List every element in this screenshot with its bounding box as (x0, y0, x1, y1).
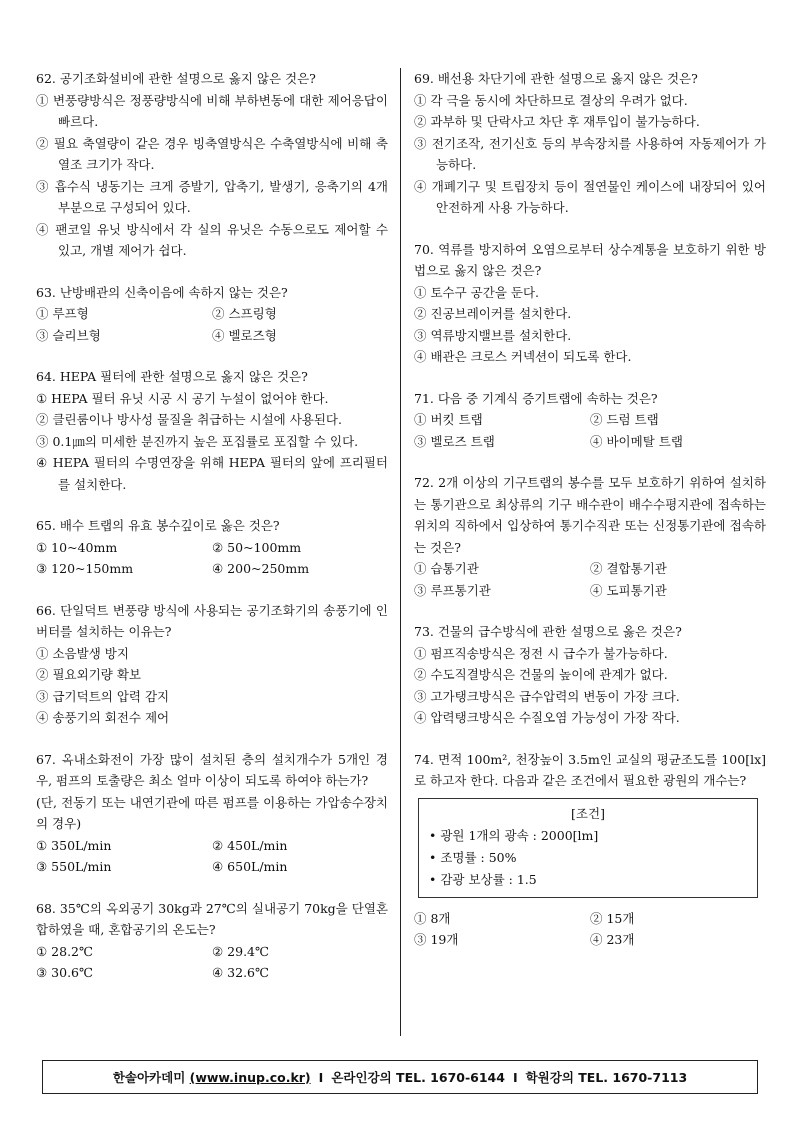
answer-option: ④ 벨로즈형 (212, 327, 277, 343)
answer-option: ① 8개 (414, 910, 451, 926)
question-65 (36, 515, 388, 580)
question-74 (414, 749, 766, 951)
answer-option: ① 변풍량방식은 정풍량방식에 비해 부하변동에 대한 제어응답이 빠르다. (36, 92, 388, 129)
answer-option: ④ 압력탱크방식은 수질오염 가능성이 가장 작다. (414, 710, 680, 725)
question-72 (414, 472, 766, 601)
answer-option: ③ 루프통기관 (414, 582, 491, 598)
answer-option: ④ 배관은 크로스 커넥션이 되도록 한다. (414, 349, 632, 364)
answer-grid (414, 908, 766, 951)
answer-option: ② 결합통기관 (590, 561, 667, 576)
answer-option: ① 350L/min (36, 837, 112, 853)
column-divider (400, 68, 401, 1036)
question-stem: 63. 난방배관의 신축이음에 속하지 않는 것은? (36, 284, 288, 300)
answer-grid (36, 537, 388, 580)
online-contact: 온라인강의 TEL. 1670-6144 (331, 1070, 505, 1085)
question-stem: 66. 단일덕트 변풍량 방식에 사용되는 공기조화기의 송풍기에 인버터를 설치하는 이유는? (36, 602, 388, 639)
answer-option: ③ 0.1㎛의 미세한 분진까지 높은 포집률로 포집할 수 있다. (36, 433, 359, 449)
question-62 (36, 68, 388, 262)
left-column (36, 68, 388, 1004)
answer-grid (414, 558, 766, 601)
answer-option: ① 28.2℃ (36, 943, 93, 959)
academy-name: 한솔아카데미 (112, 1070, 186, 1085)
answer-option: ① 습통기관 (414, 561, 479, 576)
answer-option: ④ 200~250mm (212, 561, 310, 576)
question-70 (414, 239, 766, 368)
answer-option: ③ 벨로즈 트랩 (414, 433, 495, 449)
answer-option: ② 진공브레이커를 설치한다. (414, 306, 572, 321)
condition-title: [조건] (571, 805, 605, 821)
answer-option: ③ 19개 (414, 932, 459, 947)
answer-option: ③ 고가탱크방식은 급수압력의 변동이 가장 크다. (414, 688, 680, 704)
question-68 (36, 898, 388, 984)
question-63 (36, 282, 388, 347)
answer-option: ① 소음발생 방지 (36, 645, 129, 661)
answer-option: ④ 32.6℃ (212, 965, 269, 980)
question-stem: 62. 공기조화설비에 관한 설명으로 옳지 않은 것은? (36, 71, 316, 86)
question-stem: 64. HEPA 필터에 관한 설명으로 옳지 않은 것은? (36, 369, 308, 384)
answer-option: ③ 역류방지밸브를 설치한다. (414, 327, 572, 343)
question-66 (36, 600, 388, 729)
answer-option: ② 필요외기량 확보 (36, 667, 141, 682)
answer-option: ④ 23개 (590, 932, 635, 947)
question-stem: 70. 역류를 방지하여 오염으로부터 상수계통을 보호하기 위한 방법으로 옳지 않은 것은? (414, 241, 766, 278)
answer-option: ② 드럼 트랩 (590, 412, 659, 427)
footer-banner (42, 1060, 758, 1094)
answer-option: ① 각 극을 동시에 차단하므로 결상의 우려가 없다. (414, 92, 688, 108)
question-stem: 69. 배선용 차단기에 관한 설명으로 옳지 않은 것은? (414, 71, 698, 86)
condition-box (418, 798, 758, 898)
question-67 (36, 749, 388, 878)
condition-item: • 광원 1개의 광속 : 2000[lm] (429, 827, 599, 843)
separator: I (512, 1069, 518, 1085)
answer-option: ④ HEPA 필터의 수명연장을 위해 HEPA 필터의 앞에 프리필터를 설치한다. (36, 455, 388, 492)
question-stem: 74. 면적 100m², 천장높이 3.5m인 교실의 평균조도를 100[lx]로 하고자 한다. 다음과 같은 조건에서 필요한 광원의 개수는? (414, 751, 766, 788)
question-stem: 73. 건물의 급수방식에 관한 설명으로 옳은 것은? (414, 624, 682, 639)
answer-option: ④ 팬코일 유닛 방식에서 각 실의 유닛은 수동으로도 제어할 수 있고, 개별 제어가 쉽다. (36, 221, 388, 258)
answer-option: ② 스프링형 (212, 306, 277, 321)
answer-grid (414, 409, 766, 452)
condition-item: • 조명률 : 50% (429, 849, 517, 865)
answer-option: ④ 바이메탈 트랩 (590, 433, 683, 449)
answer-option: ③ 550L/min (36, 859, 112, 874)
answer-option: ① 루프형 (36, 306, 89, 321)
answer-option: ④ 650L/min (212, 859, 288, 874)
answer-option: ① 토수구 공간을 둔다. (414, 284, 539, 300)
question-stem: 65. 배수 트랩의 유효 봉수깊이로 옳은 것은? (36, 518, 280, 533)
separator: I (318, 1069, 324, 1085)
answer-option: ③ 급기덕트의 압력 감지 (36, 688, 170, 704)
question-stem: 72. 2개 이상의 기구트랩의 봉수를 모두 보호하기 위하여 설치하는 통기관으로 최상류의 기구 배수관이 배수수평지관에 접속하는 위치의 직하에서 입상하여 통기수직관 또는 신정통기관에 접속하는 것은? (414, 475, 766, 555)
answer-option: ② 50~100mm (212, 539, 302, 555)
answer-option: ④ 송풍기의 회전수 제어 (36, 710, 170, 725)
question-stem: 67. 옥내소화전이 가장 많이 설치된 층의 설치개수가 5개인 경우, 펌프의 토출량은 최소 얼마 이상이 되도록 하여야 하는가? (36, 751, 388, 788)
question-69 (414, 68, 766, 219)
answer-option: ③ 슬리브형 (36, 327, 101, 343)
condition-item: • 감광 보상률 : 1.5 (429, 871, 537, 887)
answer-option: ③ 30.6℃ (36, 965, 93, 980)
answer-option: ② 과부하 및 단락사고 차단 후 재투입이 불가능하다. (414, 114, 700, 129)
answer-option: ④ 개폐기구 및 트립장치 등이 절연물인 케이스에 내장되어 있어 안전하게 사용 가능하다. (414, 178, 766, 215)
answer-option: ① 버킷 트랩 (414, 412, 483, 427)
answer-grid (36, 835, 388, 878)
answer-option: ② 450L/min (212, 837, 288, 853)
answer-option: ③ 전기조작, 전기신호 등의 부속장치를 사용하여 자동제어가 가능하다. (414, 135, 766, 172)
answer-option: ③ 흡수식 냉동기는 크게 증발기, 압축기, 발생기, 응축기의 4개 부분으로 구성되어 있다. (36, 178, 388, 215)
answer-option: ② 필요 축열량이 같은 경우 빙축열방식은 수축열방식에 비해 축열조 크기가 작다. (36, 135, 388, 172)
question-71 (414, 388, 766, 453)
right-column (414, 68, 766, 971)
website-link[interactable]: (www.inup.co.kr) (189, 1069, 311, 1085)
answer-option: ② 15개 (590, 910, 635, 926)
answer-option: ② 29.4℃ (212, 943, 269, 959)
answer-option: ③ 120~150mm (36, 561, 134, 576)
question-stem: 68. 35℃의 옥외공기 30kg과 27℃의 실내공기 70kg을 단열혼합하였을 때, 혼합공기의 온도는? (36, 900, 388, 937)
answer-grid (36, 941, 388, 984)
answer-option: ① 펌프직송방식은 정전 시 급수가 불가능하다. (414, 645, 668, 661)
question-64 (36, 366, 388, 495)
answer-option: ① HEPA 필터 유닛 시공 시 공기 누설이 없어야 한다. (36, 390, 329, 406)
answer-option: ② 수도직결방식은 건물의 높이에 관계가 없다. (414, 667, 668, 682)
offline-contact: 학원강의 TEL. 1670-7113 (525, 1070, 688, 1085)
question-stem: 71. 다음 중 기계식 증기트랩에 속하는 것은? (414, 390, 658, 406)
answer-option: ④ 도피통기관 (590, 582, 667, 598)
answer-option: ② 클린룸이나 방사성 물질을 취급하는 시설에 사용된다. (36, 412, 342, 427)
answer-option: ① 10~40mm (36, 539, 118, 555)
question-73 (414, 621, 766, 729)
question-note: (단, 전동기 또는 내연기관에 따른 펌프를 이용하는 가압송수장치의 경우) (36, 794, 388, 831)
answer-grid (36, 303, 388, 346)
